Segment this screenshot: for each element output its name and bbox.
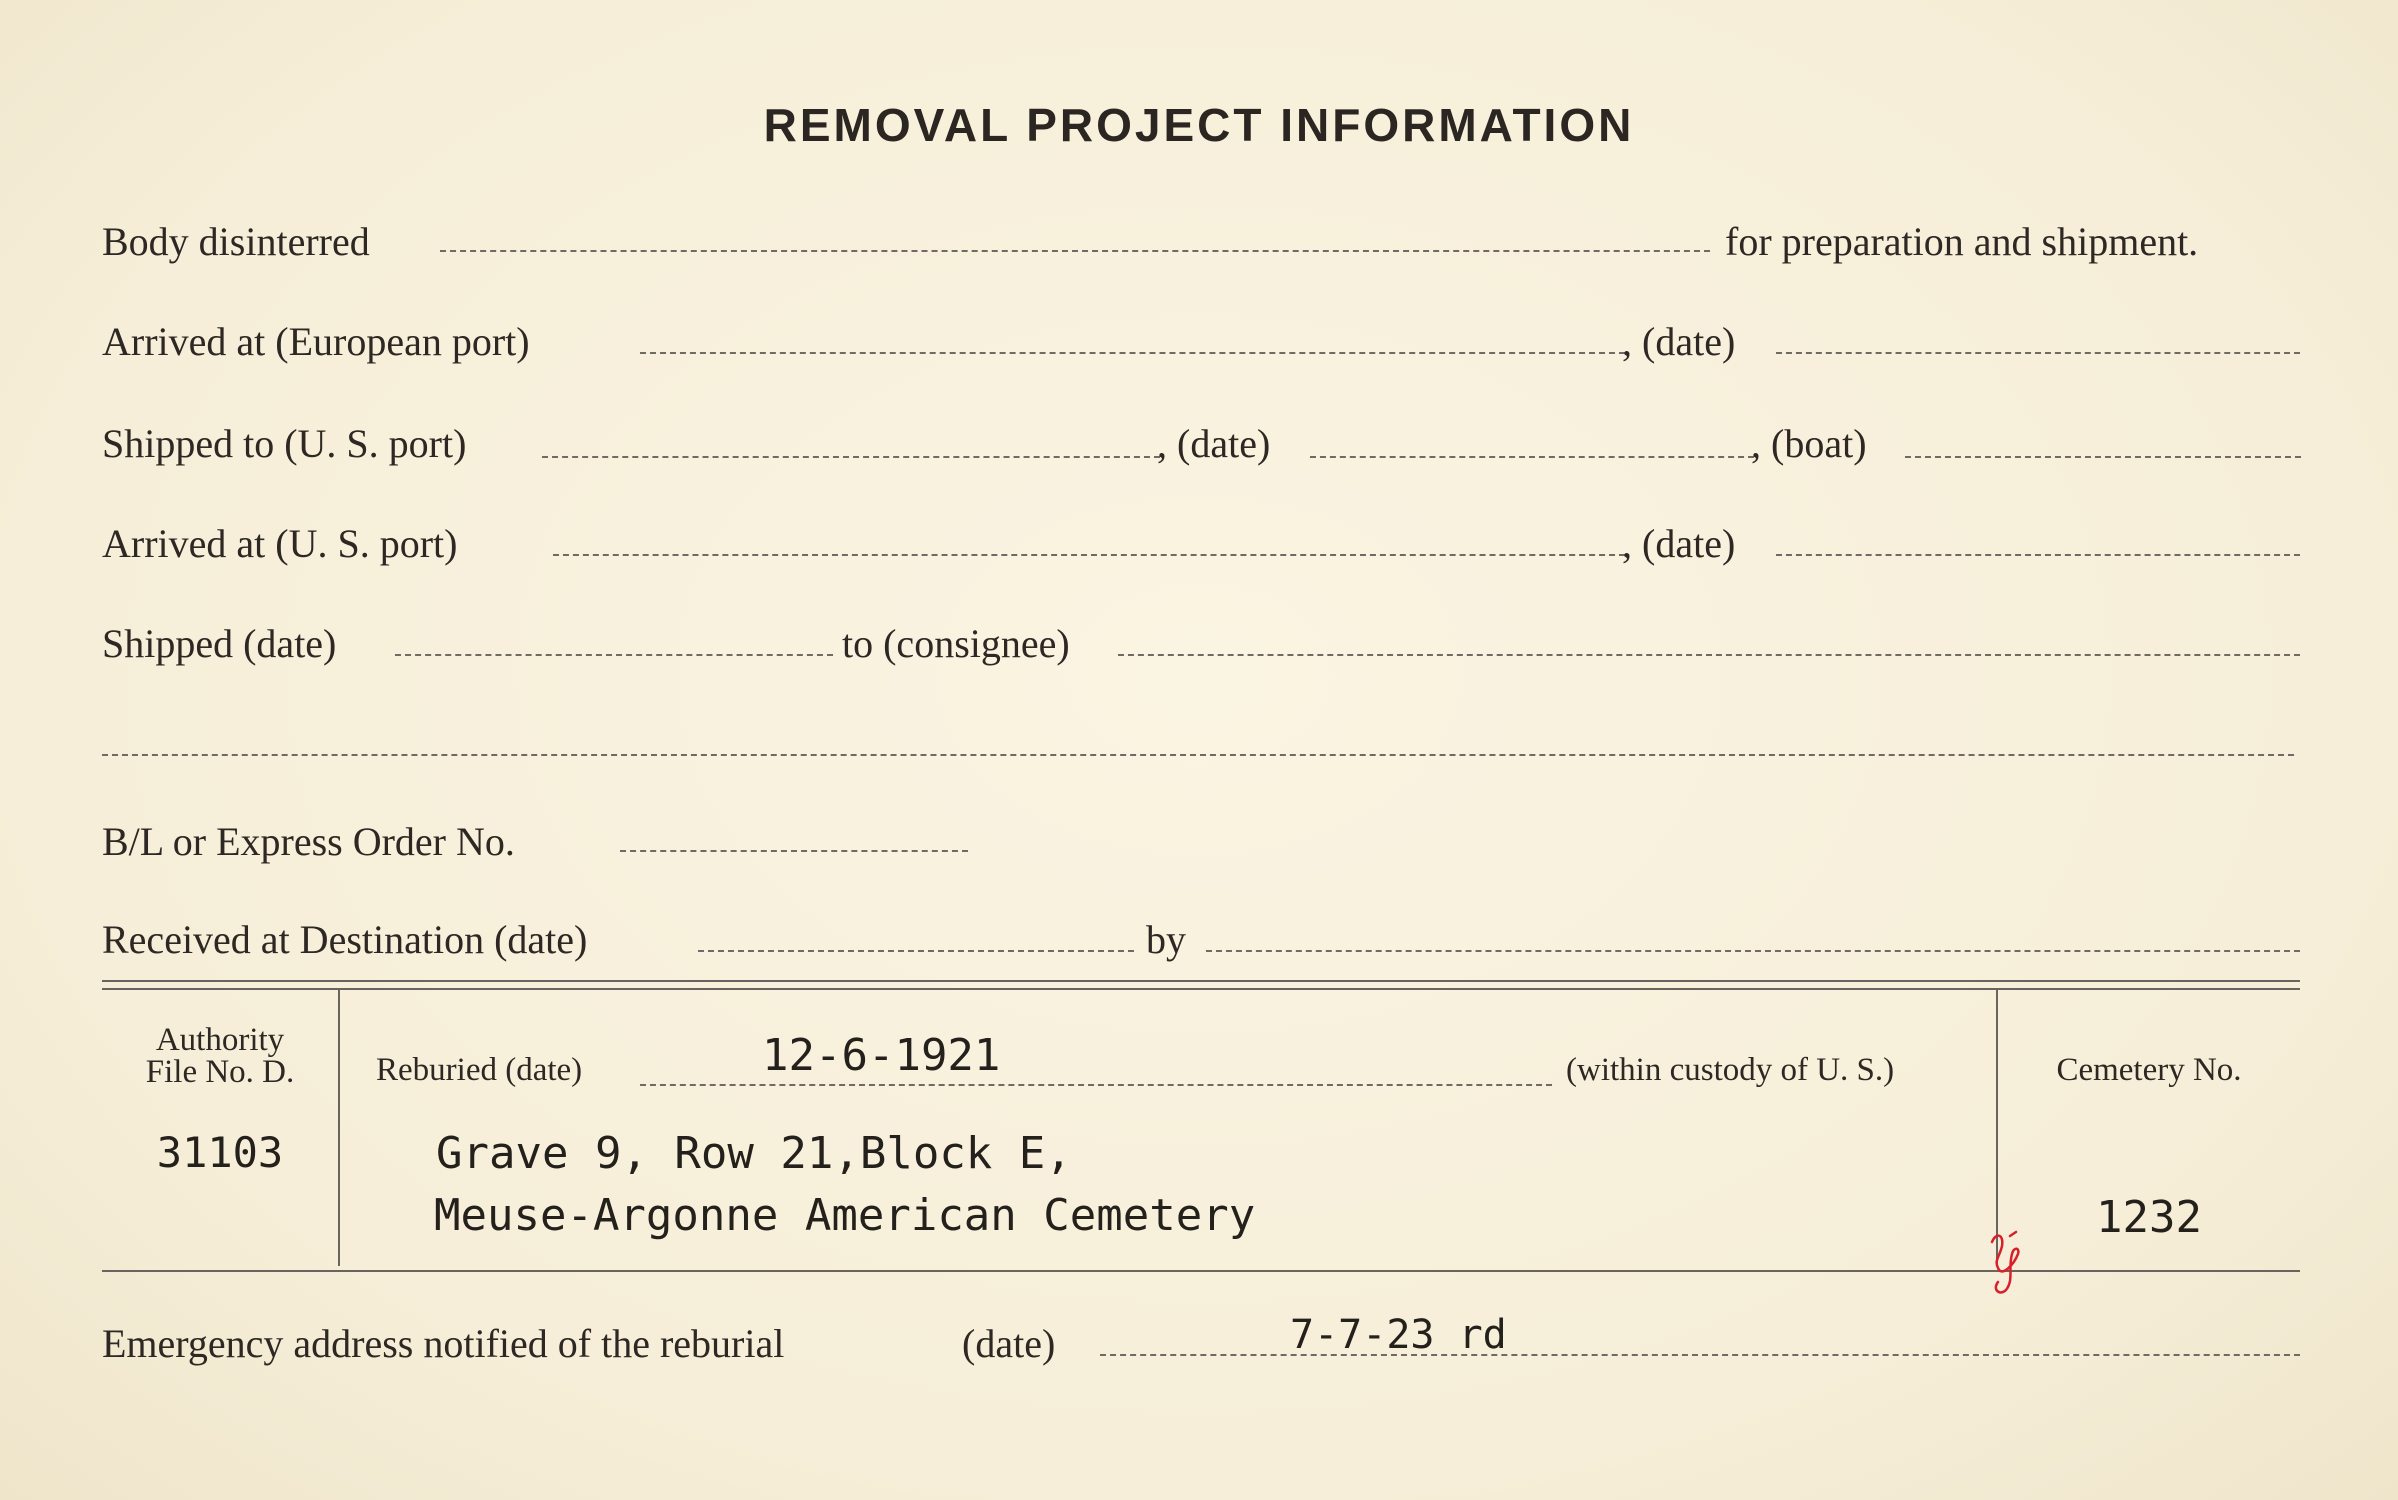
custody-label: (within custody of U. S.) [1566, 1052, 1895, 1088]
body-disinterred-label: Body disinterred [102, 219, 370, 264]
reburied-label: Reburied (date) [376, 1052, 583, 1088]
arrived-european-label: Arrived at (European port) [102, 319, 530, 364]
table-top-rule [102, 980, 2300, 982]
emergency-date-value: 7-7-23 rd [1290, 1312, 1507, 1358]
consignee-continuation-line [102, 754, 2294, 756]
shipped-date-label: Shipped (date) [102, 621, 337, 666]
cemetery-no-label: Cemetery No. [2056, 1052, 2242, 1088]
bl-order-line [620, 850, 968, 852]
card-title: REMOVAL PROJECT INFORMATION [763, 99, 1635, 151]
boat-line [1905, 456, 2301, 458]
file-no-value: 31103 [156, 1128, 284, 1177]
authority-label: Authority [155, 1022, 285, 1058]
emergency-date-label: (date) [962, 1321, 1056, 1366]
arrived-european-date-label: , (date) [1622, 319, 1736, 364]
shipped-us-line [542, 456, 1160, 458]
file-no-label: File No. D. [145, 1054, 295, 1090]
arrived-us-date-label: , (date) [1622, 521, 1736, 566]
received-by-label: by [1146, 917, 1186, 962]
consignee-line [1118, 654, 2300, 656]
table-bottom-rule [102, 1270, 2300, 1272]
shipped-date-line [395, 654, 833, 656]
for-preparation-label: for preparation and shipment. [1725, 219, 2199, 264]
table-top-rule-2 [102, 988, 2300, 990]
arrived-us-date-line [1776, 554, 2300, 556]
grave-location-line2: Meuse-Argonne American Cemetery [434, 1190, 1256, 1241]
arrived-us-label: Arrived at (U. S. port) [102, 521, 458, 566]
grave-location-line1: Grave 9, Row 21,Block E, [436, 1128, 1072, 1179]
arrived-european-date-line [1776, 352, 2300, 354]
reburied-value: 12-6-1921 [762, 1030, 1001, 1081]
table-divider-left [338, 990, 340, 1266]
reburied-line [640, 1084, 1552, 1086]
received-by-line [1206, 950, 2300, 952]
red-initials-mark [1984, 1224, 2030, 1298]
consignee-label: to (consignee) [842, 621, 1070, 666]
shipped-us-date-label: , (date) [1157, 421, 1271, 466]
emergency-date-line [1100, 1354, 2300, 1356]
received-dest-label: Received at Destination (date) [102, 917, 588, 962]
arrived-us-line [553, 554, 1625, 556]
boat-label: , (boat) [1751, 421, 1867, 466]
cemetery-no-value: 1232 [2096, 1192, 2202, 1243]
shipped-us-date-line [1310, 456, 1754, 458]
shipped-us-label: Shipped to (U. S. port) [102, 421, 467, 466]
received-dest-line [698, 950, 1134, 952]
arrived-european-line [640, 352, 1625, 354]
body-disinterred-line [440, 250, 1710, 252]
bl-order-label: B/L or Express Order No. [102, 819, 515, 864]
emergency-label: Emergency address notified of the reburial [102, 1321, 785, 1366]
